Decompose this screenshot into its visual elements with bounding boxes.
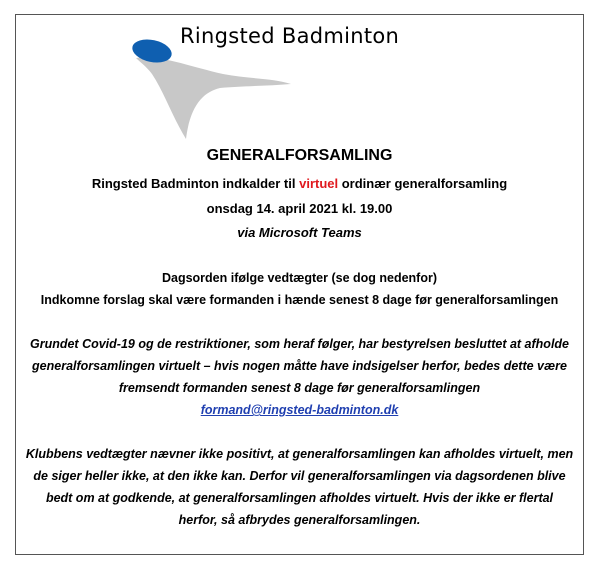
statutes-paragraph-line: herfor, så afbrydes generalforsamlingen.: [178, 513, 421, 527]
statutes-paragraph-line: Klubbens vedtægter nævner ikke positivt, at generalforsamlingen kan afholdes virtuelt, men: [25, 447, 574, 461]
proposals-line: Indkomne forslag skal være formanden i hænde senest 8 dage før generalforsamlingen: [40, 293, 559, 307]
meeting-date: onsdag 14. april 2021 kl. 19.00: [206, 201, 393, 216]
statutes-paragraph-line: bedt om at godkende, at generalforsamlingen afholdes virtuelt. Hvis der ikke er flertal: [45, 491, 554, 505]
covid-paragraph-line: Grundet Covid-19 og de restriktioner, som heraf følger, har bestyrelsen besluttet at afholde: [29, 337, 569, 351]
shuttlecock-logo-icon: [128, 36, 293, 139]
meeting-platform: via Microsoft Teams: [237, 225, 362, 240]
invitation-line: [15, 176, 584, 191]
covid-paragraph-line: fremsendt formanden senest 8 dage før generalforsamlingen: [118, 381, 481, 395]
invitation-highlight: virtuel: [299, 176, 339, 191]
covid-paragraph-line: generalforsamlingen virtuelt – hvis nogen måtte have indsigelser herfor, bedes dette være: [32, 359, 567, 373]
page-title: GENERALFORSAMLING: [206, 147, 393, 164]
invitation-text-after: ordinær generalforsamling: [338, 176, 508, 191]
invitation-text-before: Ringsted Badminton indkalder til: [91, 176, 300, 191]
agenda-line: Dagsorden ifølge vedtægter (se dog nedenfor): [161, 271, 438, 285]
statutes-paragraph-line: de siger heller ikke, at den ikke kan. Derfor vil generalforsamlingen via dagsordenen blive: [33, 469, 566, 483]
email-link[interactable]: formand@ringsted-badminton.dk: [200, 403, 399, 417]
logo-swoosh-shape: [136, 57, 291, 139]
email-line: [15, 403, 584, 417]
logo-text: Ringsted Badminton: [180, 24, 400, 48]
